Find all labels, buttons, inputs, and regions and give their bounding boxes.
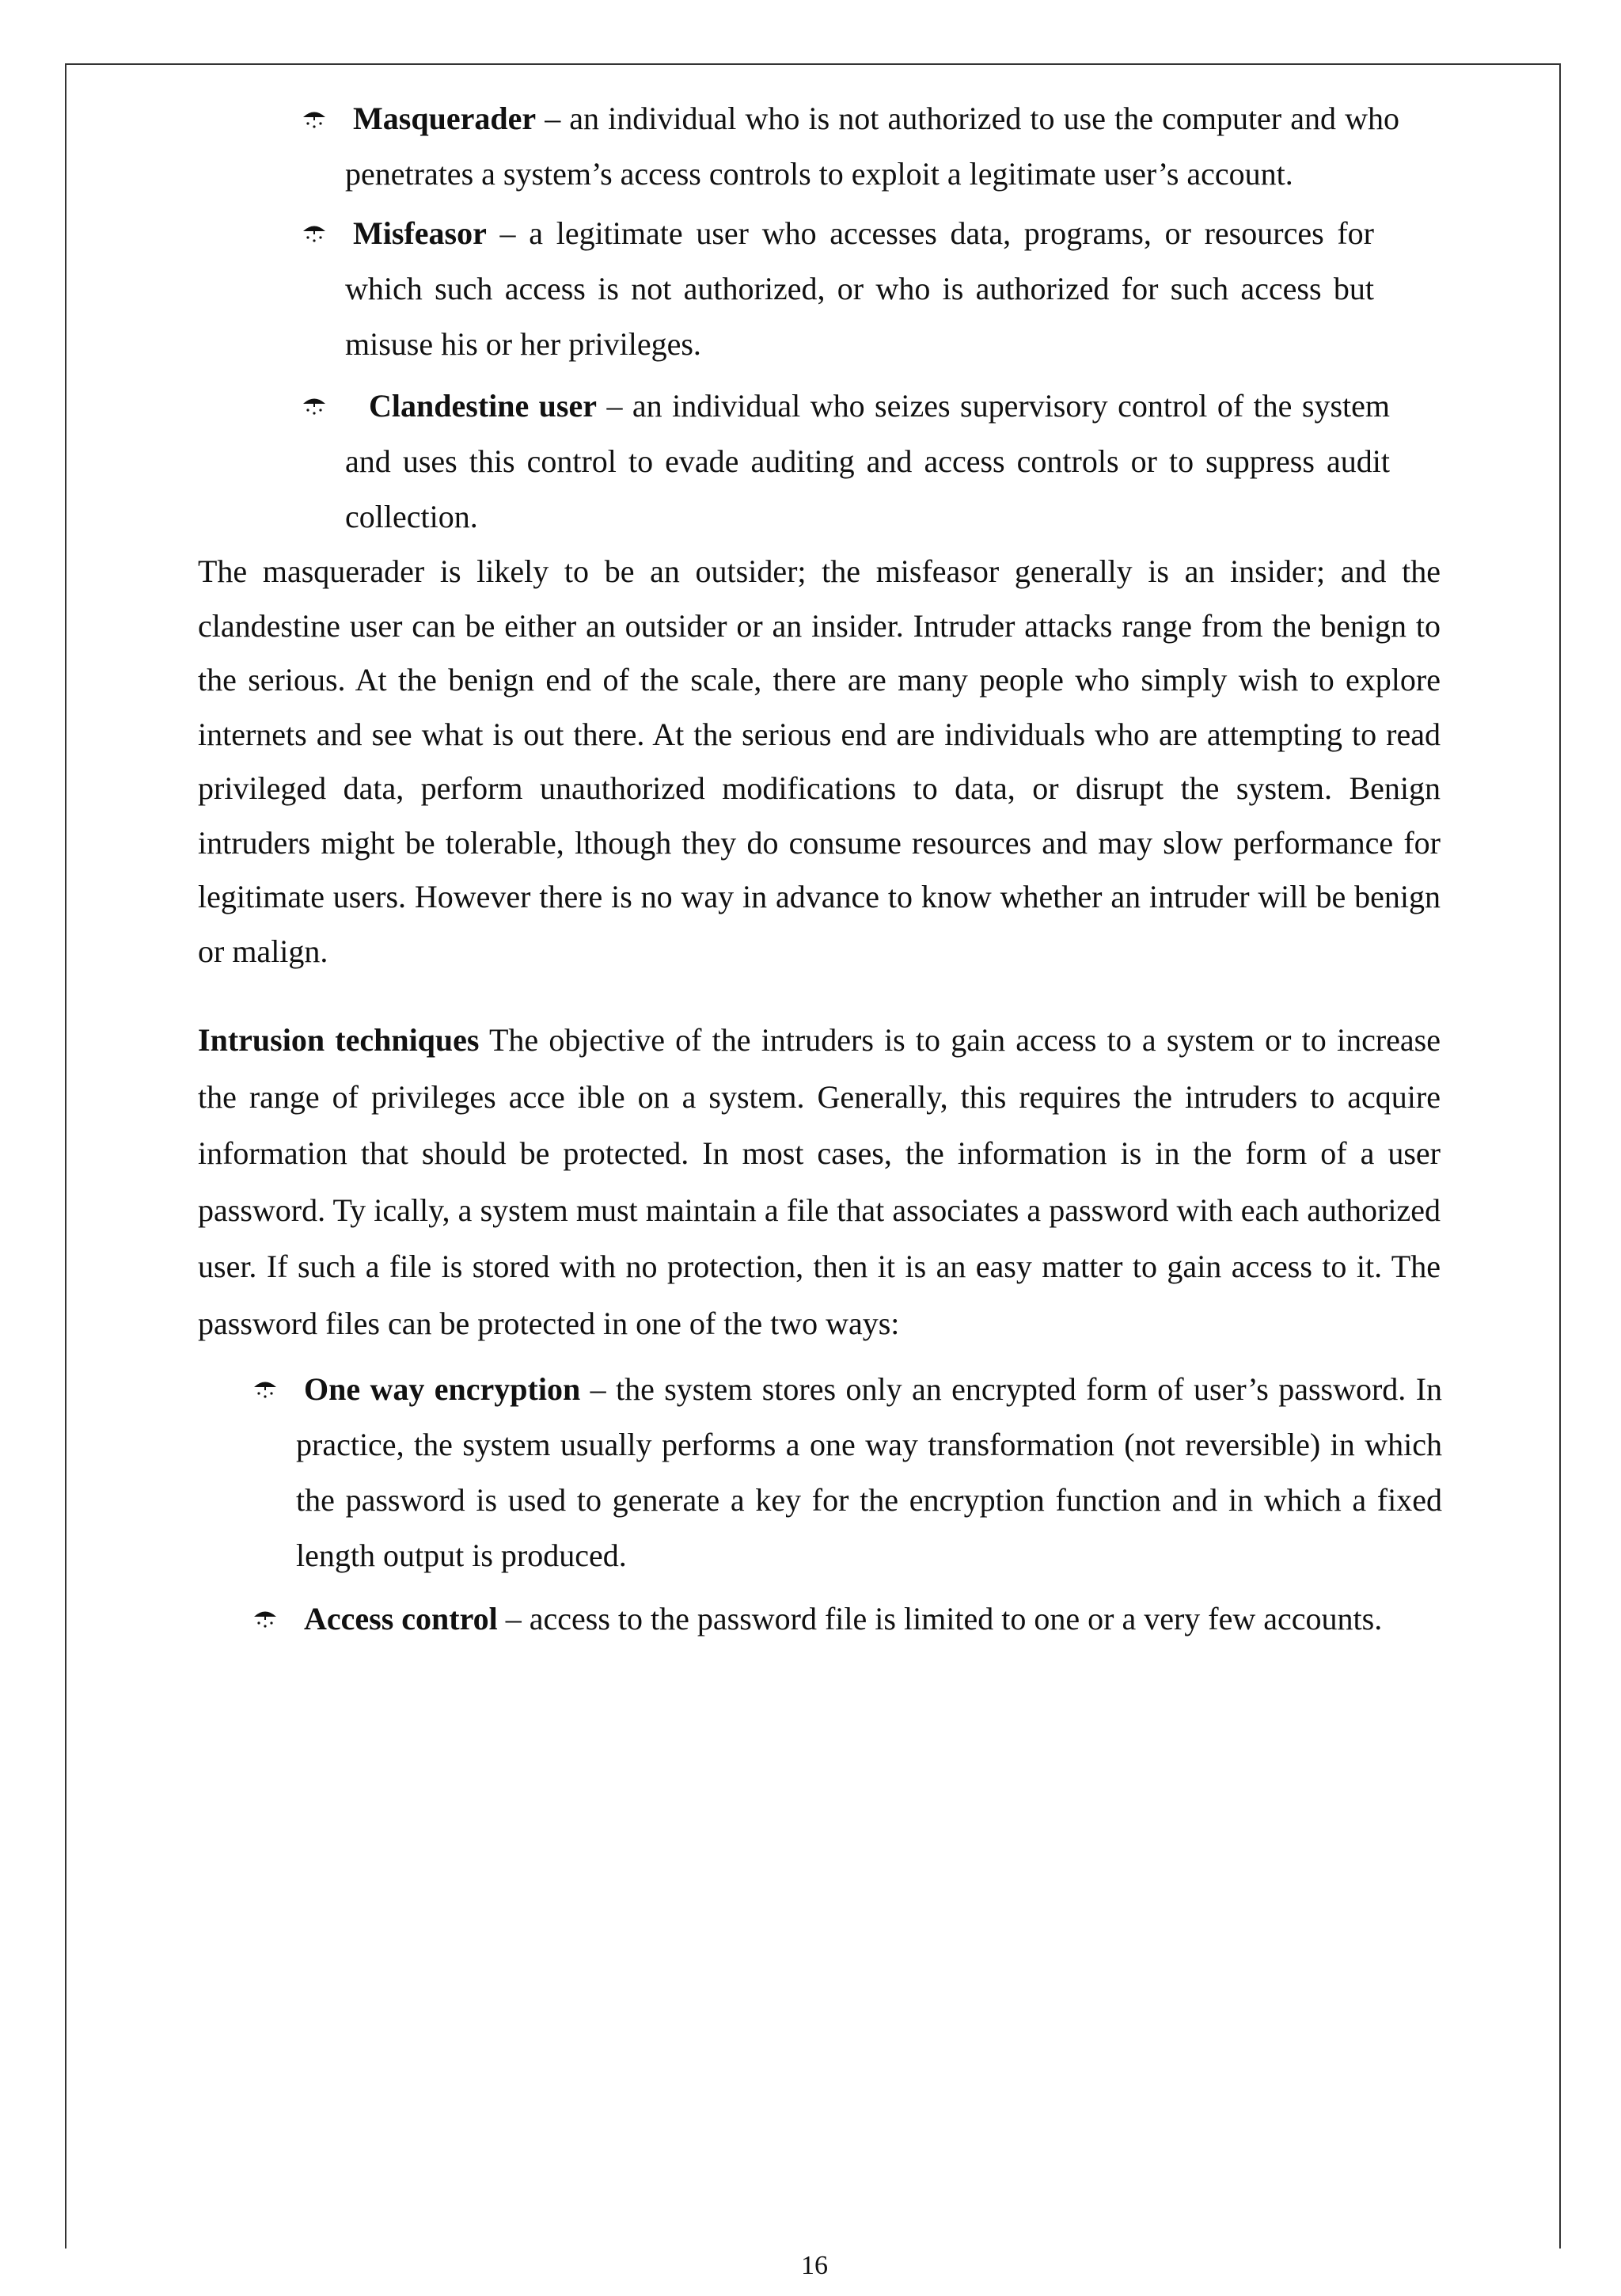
bullet-text [296, 1591, 1442, 1647]
bullet-text [345, 91, 1399, 202]
umbrella-rain-icon [301, 106, 328, 133]
bullet-term: Masquerader [353, 101, 537, 136]
bullet-description: – the system stores only an encrypted form of user’s password. In practice, the system usually performs a one way transformation (not reversible) in which the password is used to generate a key for the encryption function and in which a fixed length output is produced. [296, 1371, 1443, 1573]
bullet-text [345, 378, 1390, 545]
bullet-term: Access control [304, 1601, 498, 1636]
umbrella-rain-icon [252, 1376, 279, 1403]
bullet-description: – an individual who seizes supervisory control of the system and uses this control to evade auditing and access controls or to suppress audit collection. [345, 388, 1390, 534]
section-heading: Intrusion techniques [198, 1022, 480, 1058]
bullet-description: – access to the password file is limited to one or a very few accounts. [497, 1601, 1383, 1636]
bullet-text [296, 1362, 1442, 1583]
bullet-description: – a legitimate user who accesses data, programs, or resources for which such access is not authorized, or who is authorized for such access but misuse his or her privileges. [345, 215, 1374, 362]
bullet-term: One way encryption [304, 1371, 581, 1407]
paragraph-intruder-types: The masquerader is likely to be an outsider; the misfeasor generally is an insider; and the clandestine user can be either an outsider or an insider. Intruder attacks range from the benign to the serious. At the benign end of the scale, there are many people who simply wish to explore internets and see what is out there. At the serious end are individuals who are attempting to read privileged data, perform unauthorized modifications to data, or disrupt the system. Benign intruders might be tolerable, lthough they do consume resources and may slow performance for legitimate users. However there is no way in advance to know whether an intruder will be benign or malign. [198, 553, 1441, 969]
bullet-term: Misfeasor [353, 215, 487, 251]
page-number: 16 [801, 2251, 828, 2280]
umbrella-rain-icon [301, 393, 328, 420]
paragraph-intrusion-techniques [198, 1012, 1441, 1351]
umbrella-rain-icon [252, 1606, 279, 1633]
bullet-text [345, 206, 1374, 372]
umbrella-rain-icon [301, 220, 328, 247]
bullet-term: Clandestine user [369, 388, 598, 424]
bullet-description: – an individual who is not authorized to use the computer and who penetrates a system’s access controls to exploit a legitimate user’s account. [345, 101, 1399, 192]
paragraph-body: The objective of the intruders is to gain access to a system or to increase the range of privileges acce ible on a system. Generally, this requires the intruders to acquire information that should be protected. In most cases, the information is in the form of a user password. Ty ically, a system must maintain a file that associates a password with each authorized user. If such a file is stored with no protection, then it is an easy matter to gain access to it. The password files can be protected in one of the two ways: [198, 1022, 1441, 1341]
